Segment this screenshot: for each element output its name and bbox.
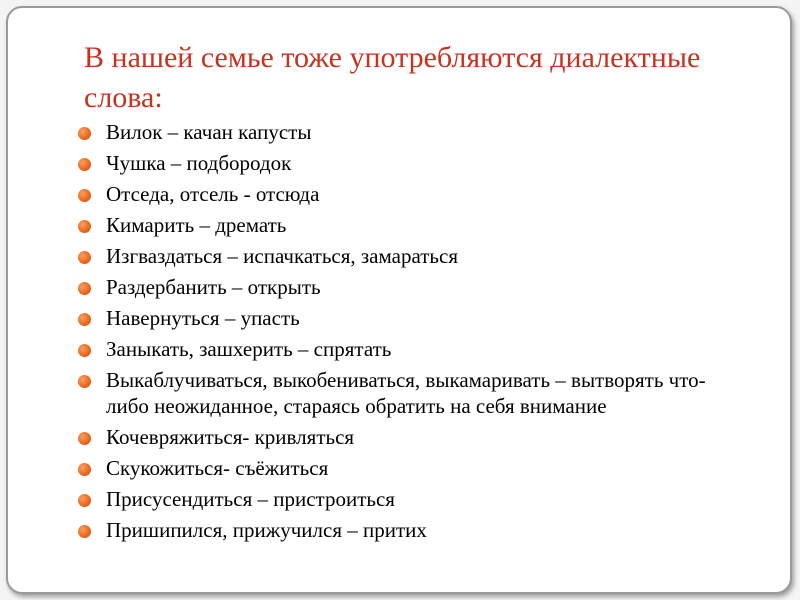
list-item-text: Пришипился, прижучился – притих	[106, 518, 427, 542]
list-item-text: Вилок – качан капусты	[106, 120, 312, 144]
bullet-icon	[78, 282, 91, 295]
list-item-text: Навернуться – упасть	[106, 306, 300, 330]
list-item	[78, 212, 738, 238]
list-item-text: Раздербанить – открыть	[106, 275, 321, 299]
bullet-icon	[78, 463, 91, 476]
list-item	[78, 243, 738, 269]
bullet-icon	[78, 189, 91, 202]
list-item-text: Скукожиться- съёжиться	[106, 456, 329, 480]
bullet-icon	[78, 251, 91, 264]
list-item-text: Присусендиться – пристроиться	[106, 487, 395, 511]
list-item-text: Заныкать, зашхерить – спрятать	[106, 337, 392, 361]
bullet-icon	[78, 158, 91, 171]
list-item	[78, 367, 738, 419]
list-item	[78, 336, 738, 362]
bullet-icon	[78, 494, 91, 507]
list-item	[78, 119, 738, 145]
list-item	[78, 517, 738, 543]
list-item	[78, 305, 738, 331]
list-item-text: Кимарить – дремать	[106, 213, 287, 237]
list-item	[78, 455, 738, 481]
bullet-icon	[78, 525, 91, 538]
bullet-icon	[78, 432, 91, 445]
bullet-icon	[78, 313, 91, 326]
list-item-text: Кочевряжиться- кривляться	[106, 425, 355, 449]
list-item	[78, 424, 738, 450]
list-item	[78, 274, 738, 300]
list-item-text: Изгваздаться – испачкаться, замараться	[106, 244, 458, 268]
list-item-text: Выкаблучиваться, выкобениваться, выкамаривать – вытворять что- либо неожиданное, стараясь обратить на себя внимание	[106, 368, 706, 418]
slide-title: В нашей семье тоже употребляются диалектные слова:	[84, 41, 701, 114]
list-item	[78, 181, 738, 207]
bullet-icon	[78, 375, 91, 388]
list-item	[78, 150, 738, 176]
bullet-icon	[78, 127, 91, 140]
bullet-icon	[78, 344, 91, 357]
bullet-icon	[78, 220, 91, 233]
dialect-word-list	[78, 119, 738, 548]
list-item	[78, 486, 738, 512]
list-item-text: Чушка – подбородок	[106, 151, 292, 175]
list-item-text: Отседа, отсель - отсюда	[106, 182, 320, 206]
